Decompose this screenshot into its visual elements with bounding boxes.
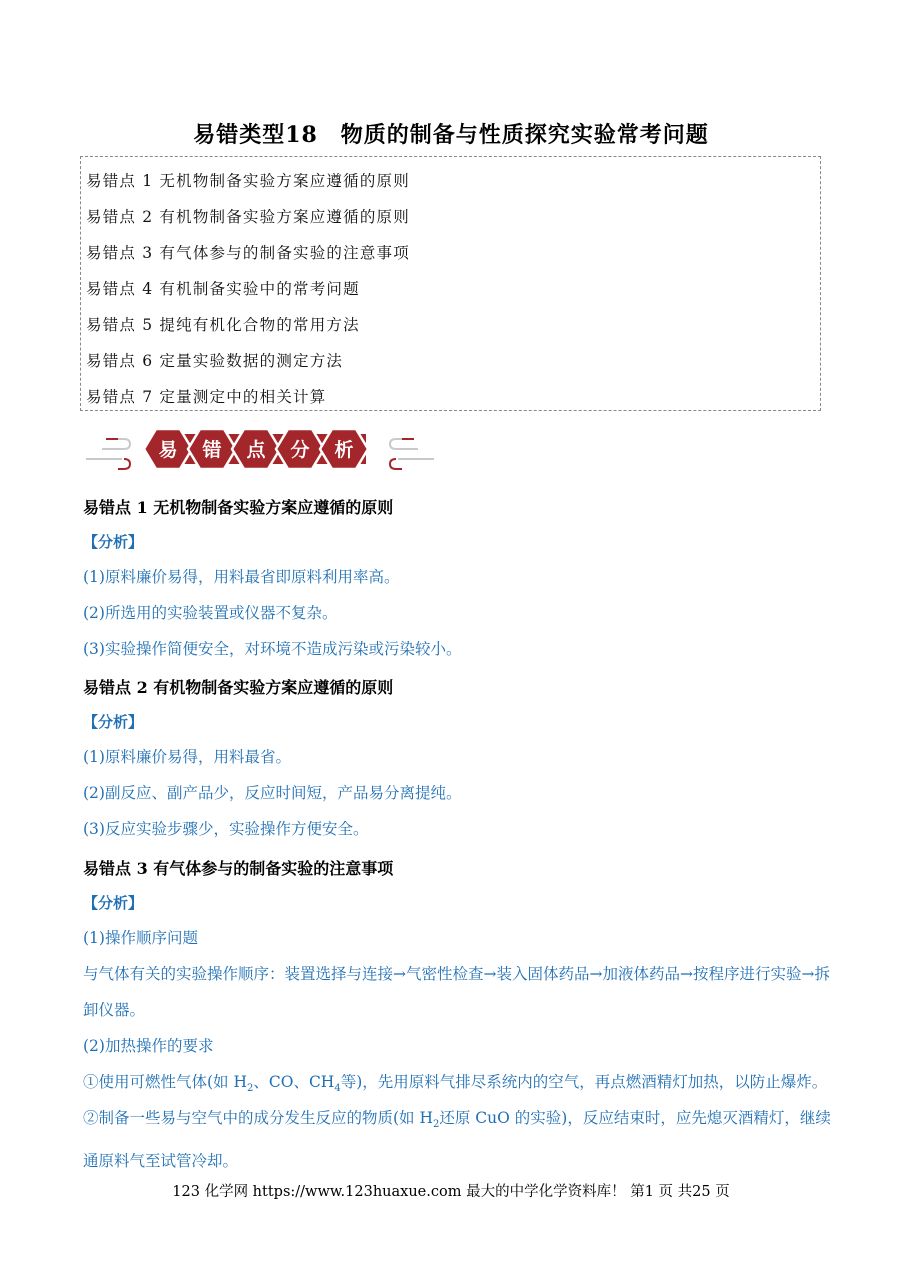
banner-swirl-left-icon — [86, 439, 130, 469]
analysis-paragraph: ②制备一些易与空气中的成分发生反应的物质(如 $H_2$还原 CuO 的实验)，反应结束时，应先熄灭酒精灯，继续通原料气至试管冷却。 — [83, 1109, 831, 1171]
analysis-paragraph: 与气体有关的实验操作顺序：装置选择与连接→气密性检查→装入固体药品→加液体药品→按程序进行实验→拆卸仪器。 — [83, 965, 830, 1019]
analysis-label: 【分析】 — [83, 894, 144, 912]
analysis-label: 【分析】 — [83, 713, 144, 731]
page-footer: 123 化学网 https://www.123huaxue.com 最大的中学化学资料库！ 第1 页 共25 页 — [172, 1184, 730, 1200]
section-banner — [84, 424, 436, 474]
analysis-subheading: (2)加热操作的要求 — [83, 1037, 214, 1055]
banner-swirl-right-icon — [390, 439, 434, 469]
analysis-line: (3)实验操作简便安全，对环境不造成污染或污染较小。 — [83, 640, 462, 658]
analysis-line: (1)原料廉价易得，用料最省。 — [83, 748, 291, 766]
banner-char: 点 — [246, 439, 266, 461]
analysis-subheading: (1)操作顺序问题 — [83, 929, 198, 947]
banner-char: 错 — [202, 439, 222, 461]
toc-item: 易错点 5 提纯有机化合物的常用方法 — [86, 316, 360, 334]
toc-item: 易错点 1 无机物制备实验方案应遵循的原则 — [86, 172, 410, 190]
toc-item: 易错点 4 有机制备实验中的常考问题 — [86, 280, 360, 298]
analysis-line: (2)所选用的实验装置或仪器不复杂。 — [83, 604, 338, 622]
analysis-line: (1)原料廉价易得，用料最省即原料利用率高。 — [83, 568, 400, 586]
section-heading: 易错点 1 无机物制备实验方案应遵循的原则 — [83, 498, 394, 517]
toc-item: 易错点 2 有机物制备实验方案应遵循的原则 — [86, 208, 410, 226]
banner-char: 析 — [334, 439, 354, 461]
toc-item: 易错点 3 有气体参与的制备实验的注意事项 — [86, 244, 410, 262]
page-title: 易错类型18 物质的制备与性质探究实验常考问题 — [193, 122, 709, 148]
toc-item: 易错点 7 定量测定中的相关计算 — [86, 388, 327, 406]
banner-char: 易 — [158, 439, 178, 461]
section-heading: 易错点 3 有气体参与的制备实验的注意事项 — [83, 859, 394, 878]
analysis-paragraph: ①使用可燃性气体(如 $H_2$、CO、$CH_4$等)，先用原料气排尽系统内的空气，再点燃酒精灯加热，以防止爆炸。 — [83, 1073, 828, 1095]
analysis-line: (3)反应实验步骤少，实验操作方便安全。 — [83, 820, 369, 838]
analysis-line: (2)副反应、副产品少，反应时间短，产品易分离提纯。 — [83, 784, 462, 802]
section-heading: 易错点 2 有机物制备实验方案应遵循的原则 — [83, 678, 394, 697]
banner-char: 分 — [290, 439, 310, 461]
toc-item: 易错点 6 定量实验数据的测定方法 — [86, 352, 344, 370]
analysis-label: 【分析】 — [83, 533, 144, 551]
toc-box — [80, 156, 821, 411]
